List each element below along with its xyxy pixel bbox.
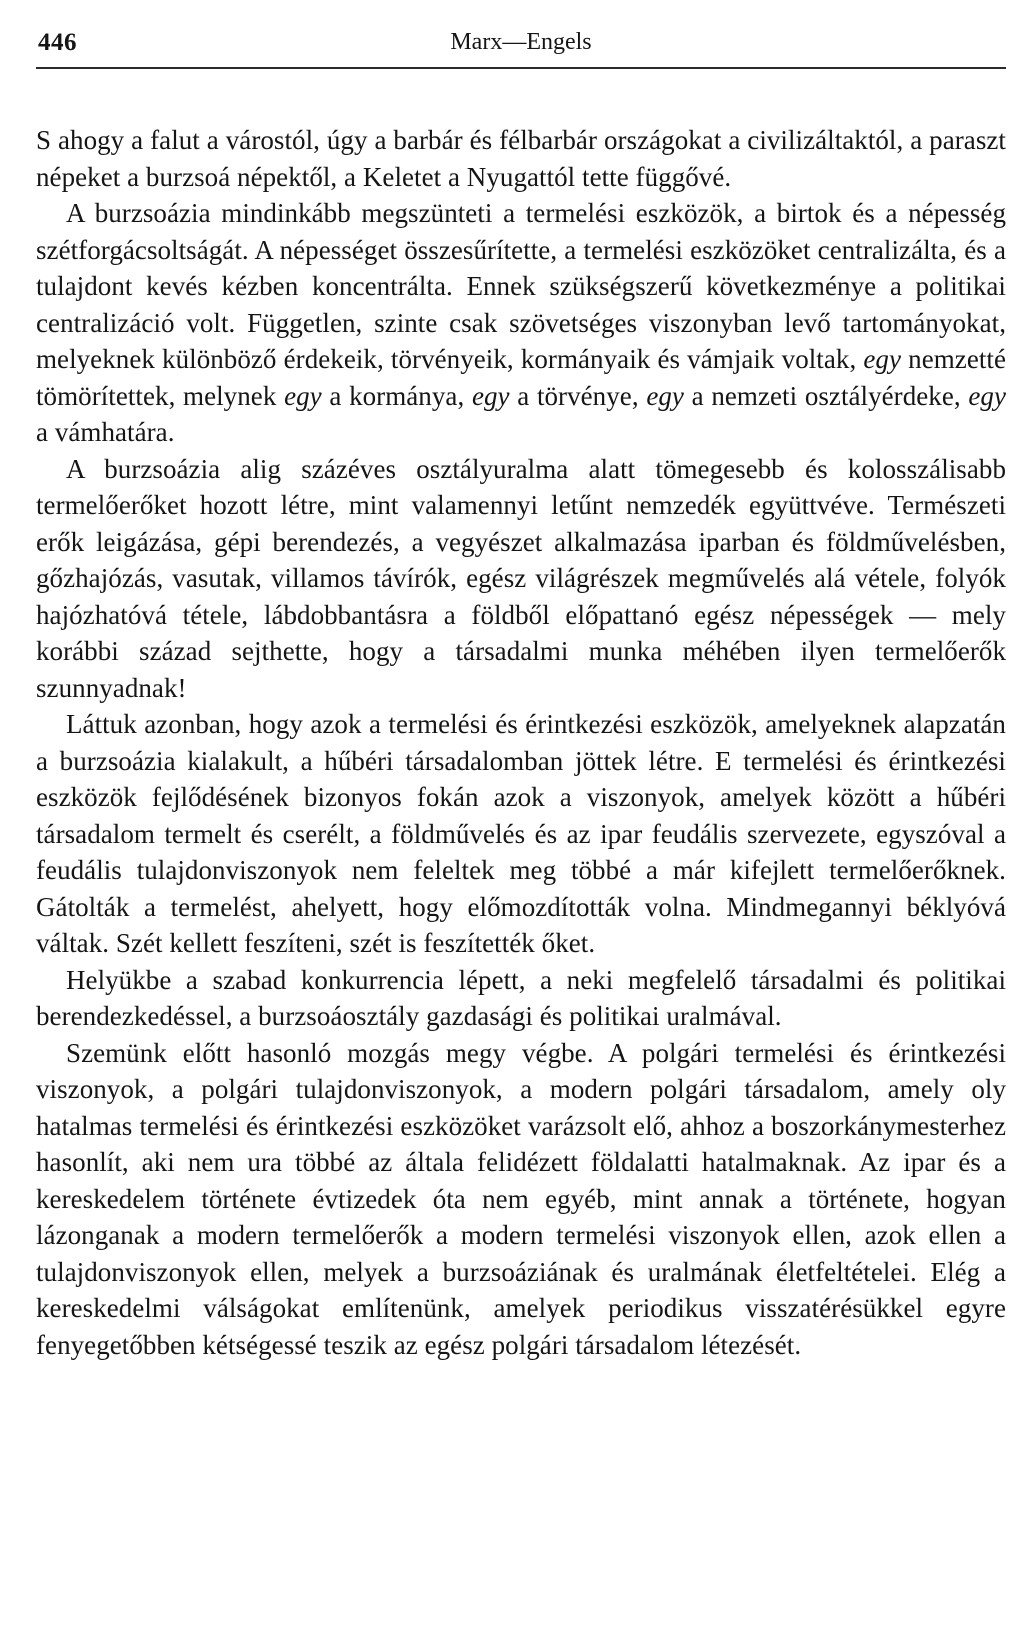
body-text: A burzsoázia alig százéves osztályuralma alatt tömegesebb és kolosszálisabb termelőerőket hozott létre, mint valamennyi letűnt nemzedék együttvéve. Természeti erők leigázása, gépi berendezés, a vegyészet alkalmazása iparban és földművelésben, gőzhajózás, vasutak, villamos távírók, egész világrészek megművelés alá vétele, folyók hajózhatóvá tétele, lábdobbantásra a földből előpattanó egész népességek — mely korábbi század sejthette, hogy a társadalmi munka méhében ilyen termelőerők szunnyadnak! [36,453,1006,703]
body-text: A burzsoázia mindinkább megszünteti a termelési eszközök, a birtok és a népesség szétforgácsoltságát. A népességet összesűrítette, a termelési eszközöket centralizálta, és a tulajdont kevés kézben koncentrálta. Ennek szükségszerű következménye a politikai centralizáció volt. Független, szinte csak szövetséges viszonyban levő tartományokat, melyeknek különböző érdekeik, törvényeik, kormányaik és vámjaik voltak, [36,198,1006,374]
paragraph-6 [36,1035,1006,1364]
paragraph-5 [36,962,1006,1035]
running-head: Marx—Engels [450,29,592,55]
body-text: Láttuk azonban, hogy azok a termelési és érintkezési eszközök, amelyeknek alapzatán a burzsoázia kialakult, a hűbéri társadalomban jöttek létre. E termelési és érintkezési eszközök fejlődésének bizonyos fokán azok a viszonyok, amelyek között a hűbéri társadalom termelt és cserélt, a földművelés és az ipar feudális szervezete, egyszóval a feudális tulajdonviszonyok nem feleltek meg többé a már kifejlett termelőerőknek. Gátolták a termelést, ahelyett, hogy előmozdították volna. Mindmegannyi béklyóvá váltak. Szét kellett feszíteni, szét is feszítették őket. [36,709,1006,958]
italic-text: egy [471,380,510,411]
body-text: a törvénye, [509,380,647,411]
body-text: Szemünk előtt hasonló mozgás megy végbe. A polgári termelési és érintkezési viszonyok, a polgári tulajdonviszonyok, a modern polgári társadalom, amely oly hatalmas termelési és érintkezési eszközöket varázsolt elő, ahhoz a boszorkánymesterhez hasonlít, aki nem ura többé az általa felidézett földalatti hatalmaknak. Az ipar és a kereskedelem története évtizedek óta nem egyéb, mint annak a története, hogyan lázonganak a modern termelőerők a modern termelési viszonyok ellen, azok ellen a tulajdonviszonyok ellen, melyek a burzsoáziának és uralmának életfeltételei. Elég a kereskedelmi válságokat említenünk, amelyek periodikus visszatérésükkel egyre fenyegetőbben kétségessé teszik az egész polgári társadalom létezését. [36,1037,1006,1360]
page-number: 446 [38,29,77,56]
paragraph-3 [36,451,1006,707]
body-text: a kormánya, [321,380,472,411]
paragraph-1 [36,122,1006,195]
italic-text: egy [968,380,1006,411]
header-rule [36,67,1006,69]
italic-text: egy [863,344,902,374]
paragraph-2 [36,195,1006,451]
page-header [36,20,1006,78]
body-text: Helyükbe a szabad konkurrencia lépett, a neki megfelelő társadalmi és politikai berendezkedéssel, a burzsoáosztály gazdasági és politikai uralmával. [36,964,1006,1031]
body-text: a vámhatára. [36,417,175,447]
main-text [36,122,1006,1363]
paragraph-4 [36,706,1006,962]
body-text: a nemzeti osztályérdeke, [683,380,969,411]
body-text: nemzetté tömörítettek, melynek [36,344,1007,411]
italic-text: egy [646,380,684,411]
italic-text: egy [284,380,322,411]
body-text: S ahogy a falut a várostól, úgy a barbár és félbarbár országokat a civilizáltaktól, a paraszt népeket a burzsoá népektől, a Keletet a Nyugattól tette függővé. [36,125,1006,192]
